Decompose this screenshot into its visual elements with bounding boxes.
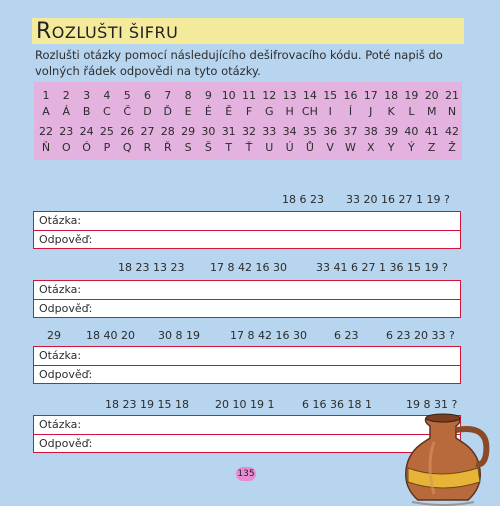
cipher-number: 37 (343, 125, 358, 138)
cipher-number: 41 (424, 125, 439, 138)
cipher-letter: Š (204, 141, 212, 154)
cipher-number: 42 (445, 125, 459, 138)
clay-jug-icon (400, 408, 500, 506)
cipher-number: 21 (445, 89, 459, 102)
code-group: 30 8 19 (158, 329, 200, 342)
cipher-number: 35 (302, 125, 317, 138)
cipher-number: 18 (384, 89, 399, 102)
answer-label: Odpověď: (39, 368, 93, 381)
page-number: 135 (237, 469, 255, 479)
code-group: 33 20 16 27 1 19 ? (346, 193, 450, 206)
cipher-number: 22 (39, 125, 53, 138)
cipher-letter: S (184, 141, 192, 154)
cipher-letter: Ú (285, 141, 294, 154)
cipher-letter: O (61, 141, 71, 154)
cipher-number: 17 (363, 89, 378, 102)
cipher-number: 36 (323, 125, 338, 138)
code-group: 29 (47, 329, 61, 342)
cipher-letter: Ó (82, 141, 91, 154)
cipher-letter: F (245, 105, 253, 118)
answer-box-2 (33, 280, 461, 318)
cipher-letter: C (103, 105, 111, 118)
cipher-letter: Á (62, 105, 71, 118)
code-group: 18 6 23 (282, 193, 324, 206)
cipher-number: 29 (181, 125, 196, 138)
cipher-letter: G (265, 105, 274, 118)
cipher-number: 8 (184, 89, 192, 102)
question-label: Otázka: (39, 349, 82, 362)
cipher-letter: X (367, 141, 375, 154)
question-label: Otázka: (39, 418, 82, 431)
divider (34, 299, 460, 300)
code-group: 6 16 36 18 1 (302, 398, 372, 411)
code-group: 17 8 42 16 30 (230, 329, 307, 342)
page-title (36, 19, 178, 44)
code-group: 6 23 20 33 ? (386, 329, 455, 342)
cipher-number: 25 (99, 125, 114, 138)
divider (34, 230, 460, 231)
cipher-number: 27 (140, 125, 155, 138)
cipher-letter: Z (427, 141, 436, 154)
cipher-letter: K (387, 105, 395, 118)
cipher-letter: R (143, 141, 152, 154)
answer-input[interactable] (94, 232, 456, 247)
cipher-letter: A (42, 105, 50, 118)
cipher-number: 9 (204, 89, 212, 102)
title-initial: R (36, 19, 52, 44)
question-label: Otázka: (39, 214, 82, 227)
cipher-letter: Ý (408, 141, 415, 154)
cipher-number: 6 (144, 89, 151, 102)
cipher-letter: Q (122, 141, 132, 154)
answer-label: Odpověď: (39, 233, 93, 246)
cipher-letter: Ň (41, 141, 51, 154)
cipher-letter: Ů (305, 141, 314, 154)
cipher-letter: B (82, 105, 91, 118)
code-group: 20 10 19 1 (215, 398, 275, 411)
cipher-letter: Í (348, 105, 353, 118)
title-rest: OZLUŠTI ŠIFRU (51, 23, 179, 42)
cipher-number: 38 (363, 125, 378, 138)
cipher-number: 26 (120, 125, 135, 138)
cipher-letter: Ě (225, 105, 233, 118)
cipher-letter: P (103, 141, 111, 154)
cipher-letter: N (447, 105, 457, 118)
cipher-number: 11 (242, 89, 256, 102)
divider (34, 434, 460, 435)
cipher-letter: E (184, 105, 192, 118)
answer-input[interactable] (94, 367, 456, 382)
instructions: Rozlušti otázky pomocí následujícího dešifrovacího kódu. Poté napiš do volných řádek odpovědi na tyto otázky. (35, 48, 443, 78)
cipher-letter: U (265, 141, 274, 154)
answer-box-4 (33, 415, 461, 453)
cipher-row-numbers-2 (34, 124, 462, 140)
question-input[interactable] (94, 213, 456, 228)
cipher-row-letters-2 (34, 140, 462, 156)
cipher-letter: Ž (448, 141, 456, 154)
cipher-row-numbers-1 (34, 88, 462, 104)
answer-box-1 (33, 211, 461, 249)
cipher-letter: Č (123, 105, 132, 118)
question-label: Otázka: (39, 283, 82, 296)
cipher-number: 23 (59, 125, 74, 138)
question-input[interactable] (94, 282, 456, 297)
question-input[interactable] (94, 348, 456, 363)
cipher-letter: Y (387, 141, 395, 154)
cipher-number: 31 (221, 125, 236, 138)
cipher-number: 19 (404, 89, 419, 102)
cipher-number: 32 (242, 125, 256, 138)
cipher-number: 28 (160, 125, 175, 138)
cipher-letter: Ť (245, 141, 253, 154)
cipher-number: 20 (424, 89, 439, 102)
cipher-number: 2 (62, 89, 70, 102)
cipher-number: 1 (42, 89, 50, 102)
cipher-number: 3 (83, 89, 91, 102)
title-bar (32, 18, 464, 44)
answer-label: Odpověď: (39, 302, 93, 315)
cipher-letter: Ď (163, 105, 173, 118)
cipher-letter: L (408, 105, 415, 118)
cipher-number: 40 (404, 125, 419, 138)
cipher-number: 30 (201, 125, 216, 138)
cipher-letter: H (285, 105, 294, 118)
cipher-number: 12 (262, 89, 277, 102)
cipher-number: 34 (282, 125, 297, 138)
cipher-letter: M (426, 105, 437, 118)
cipher-letter: Ř (163, 141, 172, 154)
code-group: 33 41 6 27 1 36 15 19 ? (316, 261, 448, 274)
code-group: 18 23 19 15 18 (105, 398, 189, 411)
cipher-letter: V (326, 141, 334, 154)
cipher-letter: I (328, 105, 332, 118)
code-group: 18 40 20 (86, 329, 135, 342)
cipher-letter: W (345, 141, 356, 154)
cipher-number: 16 (343, 89, 358, 102)
answer-input[interactable] (94, 301, 456, 316)
answer-box-3 (33, 346, 461, 384)
cipher-number: 10 (221, 89, 236, 102)
cipher-number: 5 (123, 89, 131, 102)
cipher-number: 14 (302, 89, 317, 102)
cipher-number: 7 (164, 89, 172, 102)
cipher-letter: É (204, 105, 212, 118)
code-group: 19 8 31 ? (406, 398, 458, 411)
cipher-table (34, 82, 462, 160)
code-group: 6 23 (334, 329, 359, 342)
cipher-letter: CH (301, 105, 318, 118)
cipher-letter: J (369, 105, 373, 118)
cipher-number: 39 (384, 125, 399, 138)
cipher-number: 15 (323, 89, 338, 102)
code-group: 18 23 13 23 (118, 261, 185, 274)
cipher-number: 33 (262, 125, 277, 138)
cipher-number: 4 (103, 89, 111, 102)
cipher-number: 13 (282, 89, 297, 102)
answer-label: Odpověď: (39, 437, 93, 450)
code-group: 17 8 42 16 30 (210, 261, 287, 274)
cipher-number: 24 (79, 125, 94, 138)
cipher-row-letters-1 (34, 104, 462, 120)
cipher-letter: D (143, 105, 152, 118)
cipher-letter: T (225, 141, 233, 154)
divider (34, 365, 460, 366)
